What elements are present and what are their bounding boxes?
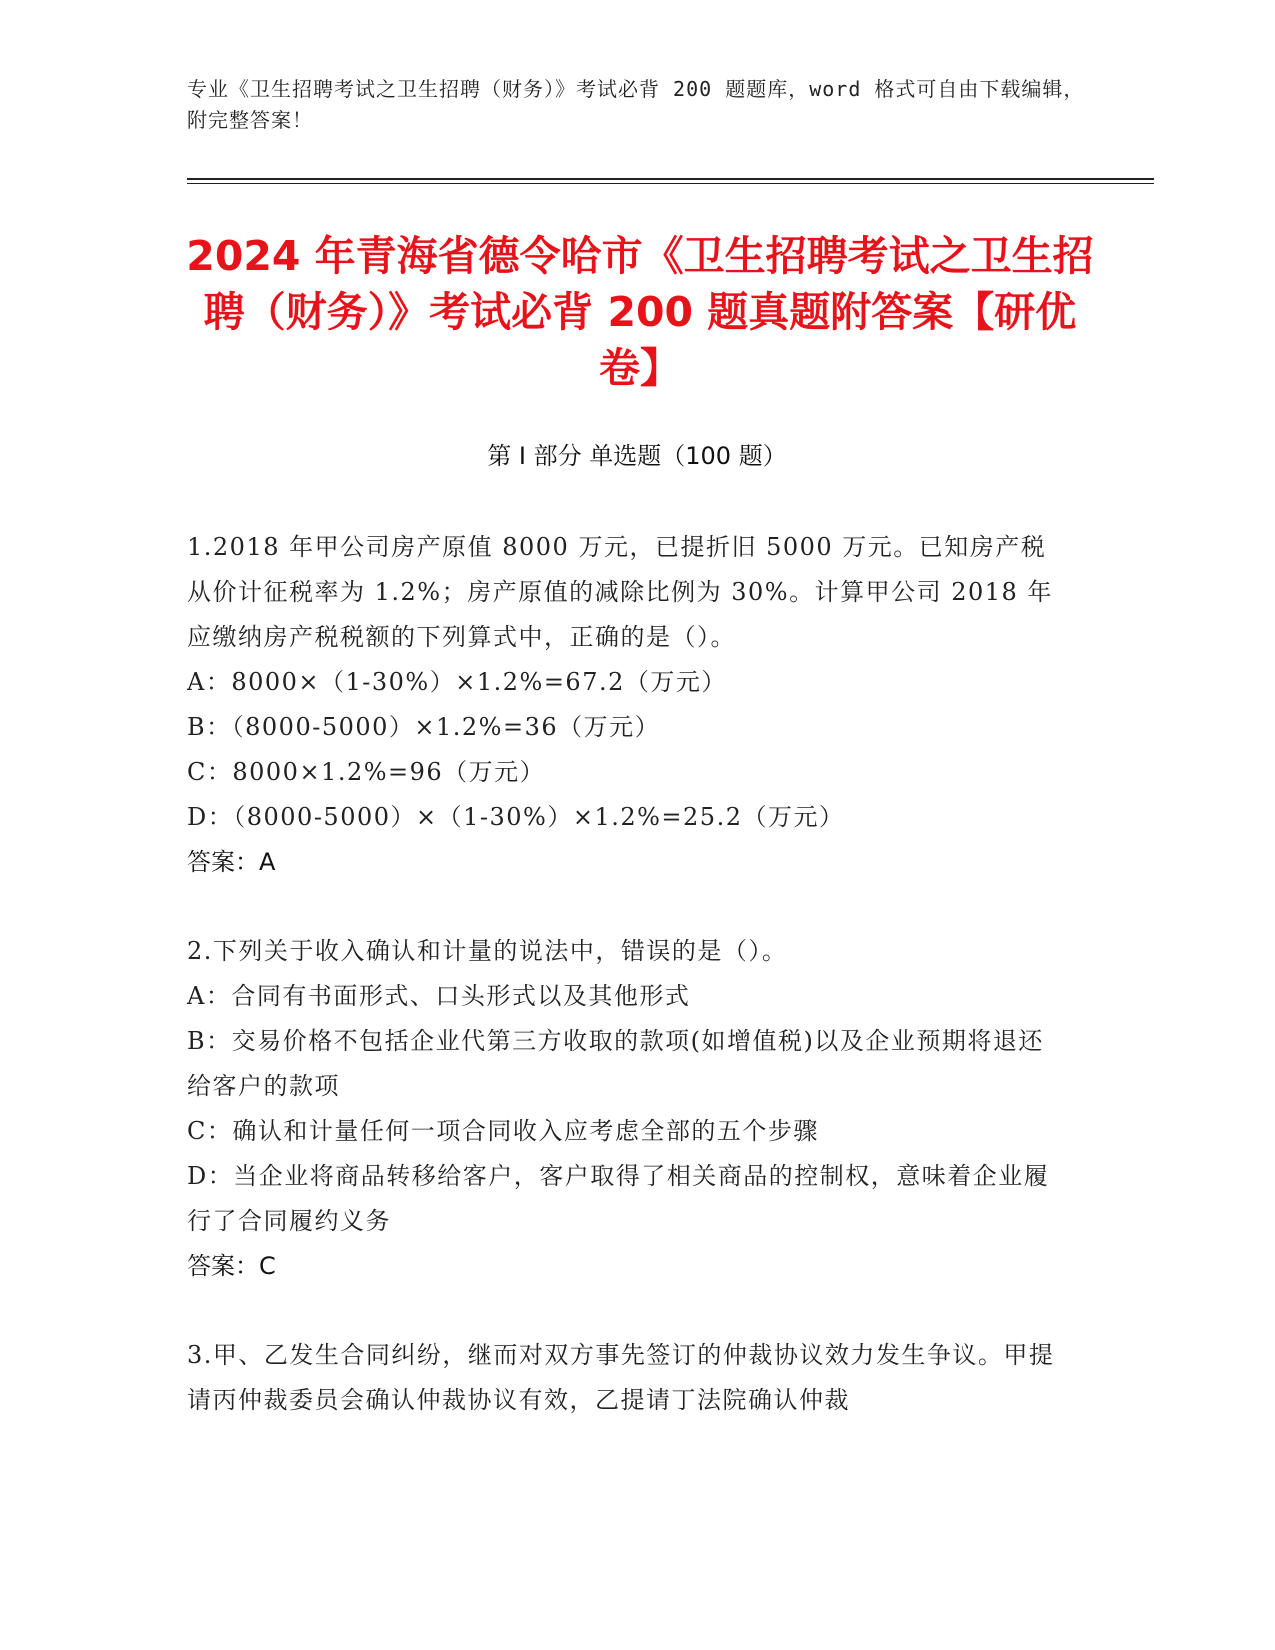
- option-b: B：（8000-5000）×1.2%=36（万元）: [187, 713, 661, 741]
- question-stem: 2.下列关于收入确认和计量的说法中，错误的是（）。: [187, 937, 788, 965]
- answer: 答案：A: [187, 848, 276, 876]
- document-title: 2024 年青海省德令哈市《卫生招聘考试之卫生招聘（财务）》考试必背 200 题真题附答案【研优卷】: [186, 232, 1094, 392]
- header-divider-thin: [187, 183, 1154, 184]
- header-divider-thick: [187, 178, 1154, 180]
- option-d: D：当企业将商品转移给客户，客户取得了相关商品的控制权，意味着企业履行了合同履约义务: [187, 1162, 1050, 1235]
- option-b: B：交易价格不包括企业代第三方收取的款项(如增值税)以及企业预期将退还给客户的款项: [187, 1027, 1044, 1100]
- option-c: C：8000×1.2%=96（万元）: [187, 758, 546, 786]
- option-d: D：（8000-5000）×（1-30%）×1.2%=25.2（万元）: [187, 803, 845, 831]
- question-stem: 3.甲、乙发生合同纠纷，继而对双方事先签订的仲裁协议效力发生争议。甲提请丙仲裁委员会确认仲裁协议有效，乙提请丁法院确认仲裁: [187, 1341, 1055, 1414]
- header-note: 专业《卫生招聘考试之卫生招聘（财务）》考试必背 200 题题库，word 格式可自由下载编辑，附完整答案！: [187, 77, 1085, 132]
- option-c: C：确认和计量任何一项合同收入应考虑全部的五个步骤: [187, 1117, 819, 1145]
- answer: 答案：C: [187, 1252, 276, 1280]
- section-title: 第 I 部分 单选题（100 题）: [487, 442, 787, 470]
- question-list: [187, 525, 1067, 1467]
- option-a: A：8000×（1-30%）×1.2%=67.2（万元）: [187, 668, 727, 696]
- question-3: [187, 1333, 1067, 1423]
- question-1: [187, 525, 1067, 885]
- question-2: [187, 929, 1067, 1289]
- question-stem: 1.2018 年甲公司房产原值 8000 万元，已提折旧 5000 万元。已知房产税从价计征税率为 1.2%；房产原值的减除比例为 30%。计算甲公司 2018 年应缴纳房产税税额的下列算式中，正确的是（）。: [187, 533, 1053, 651]
- option-a: A：合同有书面形式、口头形式以及其他形式: [187, 982, 691, 1010]
